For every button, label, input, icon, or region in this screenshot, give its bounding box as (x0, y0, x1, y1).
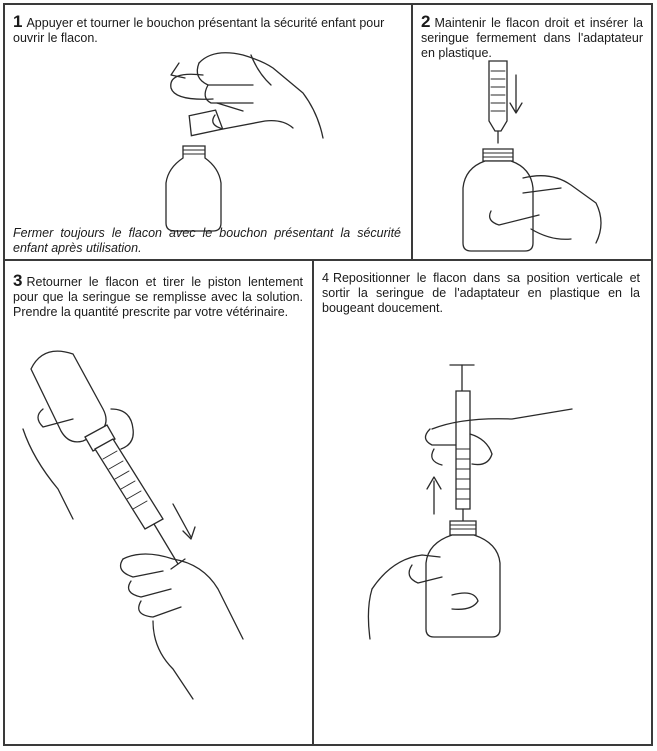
removing-syringe-from-bottle-illustration (312, 259, 653, 746)
step-3-number: 3 (13, 271, 23, 290)
step-1-panel (3, 3, 413, 261)
step-1-note: Fermer toujours le flacon avec le bouchon présentant la sécurité enfant après utilisation. (13, 226, 401, 255)
step-4-panel (312, 259, 653, 746)
step-2-number: 2 (421, 12, 431, 31)
step-1-number: 1 (13, 12, 23, 31)
syringe-inserted-into-bottle-illustration (411, 3, 653, 261)
step-1-instruction: Appuyer et tourner le bouchon présentant la sécurité enfant pour ouvrir le flacon. (13, 16, 385, 45)
inverted-bottle-filling-syringe-illustration (3, 259, 314, 746)
step-4-number: 4 (322, 271, 329, 285)
step-4-instruction: Repositionner le flacon dans sa position verticale et sortir la seringue de l'adaptateur en plastique en la bougeant doucement. (322, 271, 640, 315)
step-3-instruction: Retourner le flacon et tirer le piston lentement pour que la seringue se remplisse avec la solution. Prendre la quantité prescrite par votre vétérinaire. (13, 275, 303, 319)
hand-opening-childproof-cap-illustration (3, 3, 413, 261)
step-3-panel (3, 259, 314, 746)
step-2-instruction: Maintenir le flacon droit et insérer la seringue fermement dans l'adaptateur en plastique. (421, 16, 643, 60)
step-2-panel (411, 3, 653, 261)
